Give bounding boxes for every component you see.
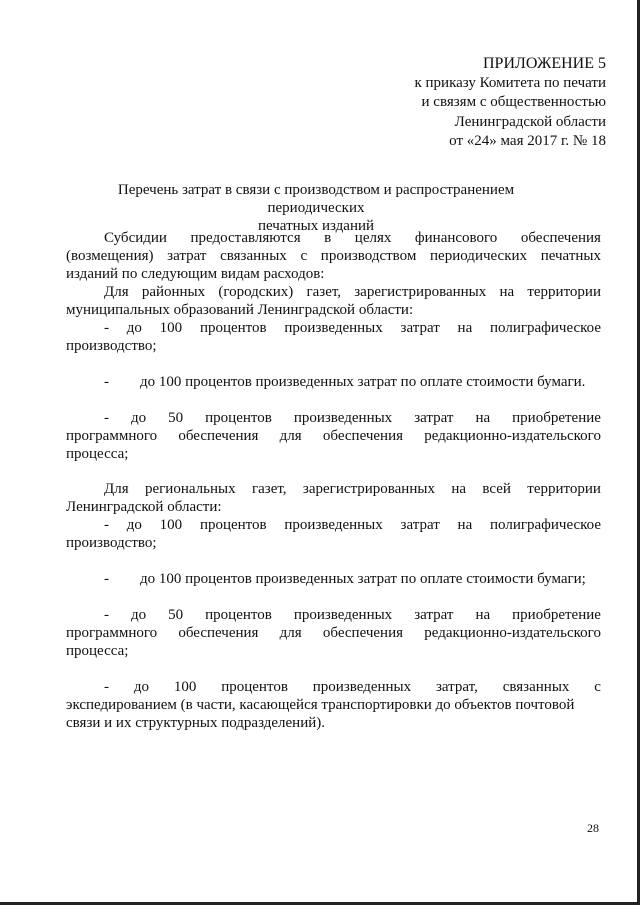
word: Для xyxy=(104,481,129,497)
word: зарегистрированных xyxy=(354,284,487,300)
text-line: процесса; xyxy=(66,643,129,659)
word: Для xyxy=(104,284,129,300)
word: целях xyxy=(354,230,392,246)
word: процентов xyxy=(199,320,267,336)
text-line: изданий по следующим видам расходов: xyxy=(66,266,325,282)
word: на xyxy=(457,517,473,533)
word: затрат xyxy=(167,248,207,264)
list-item-text: до 100 процентов произведенных затрат по оплате стоимости бумаги; xyxy=(140,571,586,587)
word: затрат xyxy=(414,410,454,426)
word: с xyxy=(594,679,601,695)
word: произведенных xyxy=(293,410,393,426)
word: районных xyxy=(141,284,206,300)
text-line xyxy=(104,480,601,498)
word: затрат xyxy=(414,607,454,623)
word: приобретение xyxy=(512,607,601,623)
word: периодических xyxy=(430,248,528,264)
word: до xyxy=(133,679,149,695)
word: территории xyxy=(527,481,601,497)
appendix-line: Ленинградской области xyxy=(454,113,606,130)
text-line: экспедированием (в части, касающейся транспортировки до объектов почтовой xyxy=(66,697,575,713)
page-number: 28 xyxy=(587,821,599,835)
word: связанных xyxy=(220,248,287,264)
word: процентов xyxy=(205,607,272,623)
word: до xyxy=(126,320,142,336)
word: процентов xyxy=(221,679,288,695)
word: газет, xyxy=(306,284,342,300)
word: на xyxy=(457,320,473,336)
word: 50 xyxy=(168,410,184,426)
list-item xyxy=(104,570,601,588)
word: программного xyxy=(66,428,158,444)
word: (возмещения) xyxy=(66,248,154,264)
word: для xyxy=(279,428,302,444)
word: произведенных xyxy=(312,679,412,695)
word: - xyxy=(104,410,109,426)
word: связанных xyxy=(502,679,570,695)
word: предоставляются xyxy=(190,230,301,246)
list-item xyxy=(104,678,601,696)
word: затрат xyxy=(400,517,440,533)
word: процентов xyxy=(199,517,267,533)
word: программного xyxy=(66,625,158,641)
word: - xyxy=(104,320,109,336)
word: редакционно-издательского xyxy=(424,625,601,641)
word: 100 xyxy=(159,517,183,533)
word: всей xyxy=(482,481,511,497)
list-item-text: до 100 процентов произведенных затрат по оплате стоимости бумаги. xyxy=(140,374,586,390)
word: - xyxy=(104,517,109,533)
appendix-date: от «24» мая 2017 г. № 18 xyxy=(449,133,606,149)
word: - xyxy=(104,607,109,623)
word: на xyxy=(499,284,515,300)
word: газет, xyxy=(251,481,287,497)
word: в xyxy=(324,230,332,246)
appendix-header xyxy=(414,54,606,152)
word: Субсидии xyxy=(104,230,167,246)
word: процентов xyxy=(205,410,272,426)
word: произведенных xyxy=(284,517,383,533)
word: 100 xyxy=(159,320,183,336)
word: с xyxy=(300,248,308,264)
list-item xyxy=(104,319,601,337)
word: на xyxy=(475,607,491,623)
document-heading xyxy=(92,181,540,235)
word: до xyxy=(131,607,147,623)
word: производством xyxy=(320,248,417,264)
appendix-line: к приказу Комитета по печати xyxy=(414,74,606,91)
word: полиграфическое xyxy=(490,320,601,336)
list-dash: - xyxy=(104,374,109,390)
word: (городских) xyxy=(218,284,294,300)
word: обеспечения xyxy=(520,230,601,246)
word: для xyxy=(279,625,302,641)
word: обеспечения xyxy=(322,428,404,444)
appendix-title: ПРИЛОЖЕНИЕ 5 xyxy=(482,55,606,72)
text-line: производство; xyxy=(66,535,157,551)
text-line: связи и их структурных подразделений). xyxy=(66,715,325,731)
list-item xyxy=(104,606,601,624)
text-line xyxy=(66,247,601,265)
word: зарегистрированных xyxy=(302,481,435,497)
word: произведенных xyxy=(284,320,383,336)
word: региональных xyxy=(145,481,236,497)
text-line: Ленинградской области: xyxy=(66,499,222,515)
heading-line: Перечень затрат в связи с производством и распространением периодических xyxy=(117,182,515,216)
text-line xyxy=(66,624,601,642)
heading-line: печатных изданий xyxy=(257,218,375,234)
word: 100 xyxy=(173,679,197,695)
word: обеспечения xyxy=(322,625,404,641)
word: приобретение xyxy=(512,410,601,426)
word: территории xyxy=(527,284,601,300)
word: затрат, xyxy=(435,679,478,695)
text-line xyxy=(104,283,601,301)
word: обеспечения xyxy=(178,428,259,444)
word: на xyxy=(475,410,491,426)
word: полиграфическое xyxy=(490,517,601,533)
word: обеспечения xyxy=(178,625,259,641)
text-line: процесса; xyxy=(66,446,129,462)
text-line: муниципальных образований Ленинградской области: xyxy=(66,302,414,318)
word: финансового xyxy=(414,230,498,246)
word: на xyxy=(451,481,467,497)
list-item xyxy=(104,516,601,534)
text-line xyxy=(104,229,601,247)
list-item xyxy=(104,373,601,391)
text-line: производство; xyxy=(66,338,157,354)
text-line xyxy=(66,427,601,445)
appendix-line: и связям с общественностью xyxy=(421,94,606,110)
list-item xyxy=(104,409,601,427)
word: 50 xyxy=(168,607,184,623)
word: редакционно-издательского xyxy=(424,428,601,444)
word: произведенных xyxy=(293,607,393,623)
word: до xyxy=(126,517,142,533)
word: печатных xyxy=(540,248,601,264)
word: затрат xyxy=(400,320,440,336)
word: до xyxy=(131,410,147,426)
word: - xyxy=(104,679,109,695)
list-dash: - xyxy=(104,571,109,587)
